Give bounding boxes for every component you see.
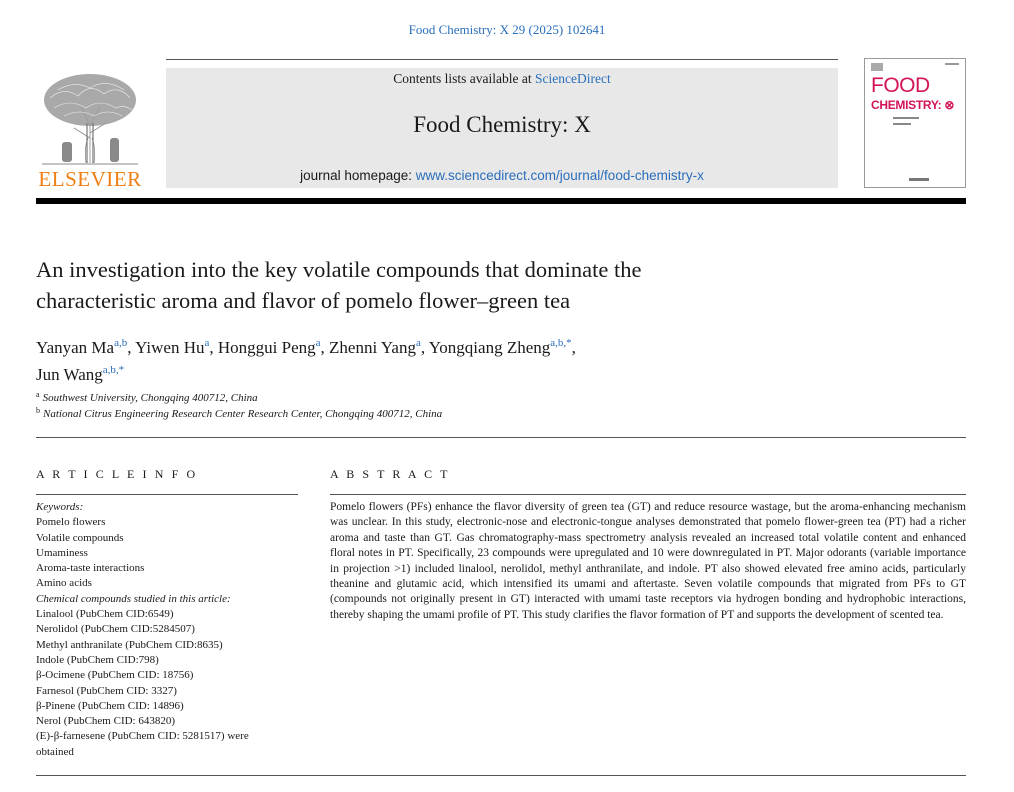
- article-title: [36, 254, 936, 316]
- compound-item: β-Ocimene (PubChem CID: 18756): [36, 669, 194, 682]
- author-name[interactable]: Zhenni Yang: [329, 338, 416, 357]
- journal-name: Food Chemistry: X: [413, 112, 591, 137]
- elsevier-wordmark: ELSEVIER: [38, 167, 142, 191]
- author-affil-mark[interactable]: a: [415, 337, 421, 349]
- keyword-item: Amino acids: [36, 577, 92, 590]
- contents-prefix: Contents lists available at: [393, 71, 535, 86]
- author-name[interactable]: Jun Wang: [36, 365, 103, 384]
- article-info-rule: [36, 494, 298, 495]
- keywords-label: Keywords:: [36, 501, 84, 513]
- header-thick-rule: [36, 198, 966, 204]
- author-affil-mark[interactable]: a,b: [114, 337, 128, 349]
- author-separator: ,: [571, 338, 576, 357]
- affiliation-mark: b: [36, 406, 40, 415]
- author-name[interactable]: Honggui Peng: [217, 338, 316, 357]
- compound-item: (E)-β-farnesene (PubChem CID: 5281517) were: [36, 730, 249, 743]
- author-list: [36, 334, 976, 388]
- author-affil-mark[interactable]: a: [315, 337, 321, 349]
- cover-editor-name: [893, 123, 911, 125]
- compound-item: Indole (PubChem CID:798): [36, 653, 159, 666]
- journal-cover[interactable]: [864, 58, 966, 188]
- article-info-heading: A R T I C L E I N F O: [36, 467, 198, 481]
- cover-editor-line: [893, 117, 919, 119]
- elsevier-logo[interactable]: [34, 68, 146, 192]
- author-name[interactable]: Yiwen Hu: [135, 338, 205, 357]
- compound-item: Linalool (PubChem CID:6549): [36, 608, 174, 621]
- author-name[interactable]: Yanyan Ma: [36, 338, 115, 357]
- title-line-1: An investigation into the key volatile compounds that dominate the: [36, 257, 642, 282]
- author-separator: ,: [420, 338, 429, 357]
- affiliation-text: National Citrus Engineering Research Center Research Center, Chongqing 400712, China: [43, 408, 443, 420]
- author-affil-mark[interactable]: a: [204, 337, 210, 349]
- affiliation-rule: [36, 437, 966, 438]
- compound-item: Methyl anthranilate (PubChem CID:8635): [36, 638, 223, 651]
- cover-publisher-mark: [909, 178, 929, 181]
- author-affil-mark[interactable]: a,b,*: [102, 364, 125, 376]
- article-info: [36, 500, 298, 760]
- compound-item: obtained: [36, 745, 74, 758]
- compound-item: Nerolidol (PubChem CID:5284507): [36, 623, 195, 636]
- author-separator: ,: [209, 338, 218, 357]
- compounds-label: Chemical compounds studied in this article:: [36, 592, 231, 605]
- author-name[interactable]: Yongqiang Zheng: [428, 338, 551, 357]
- journal-banner: [166, 68, 838, 188]
- author-affil-mark[interactable]: a,b,*: [550, 337, 572, 349]
- abstract-text: Pomelo flowers (PFs) enhance the flavor diversity of green tea (GT) and reduce resource wastage, but the aroma-enhancing mechanism was unclear. In this study, electronic-nose and electronic-tongue analyses demonstrated that pomelo flower-green tea (PT) had a richer aroma and taste than GT. Gas chromatography-mass spectrometry analysis revealed an increased total volatile content and enhanced floral notes in PT. Specifically, 23 compounds were upregulated and 10 were downregulated in PT. Major odorants (variable importance in projection >1) included linalool, nerolidol, methyl anthranilate, and indole. PT also showed elevated free amino acids, particularly theanine and glutamic acid, which intensified its umami and aftertaste. Seven volatile compounds that migrated from PFs to GT (compounds not originally present in GT) interacted with umami taste receptors via hydrogen bonding and hydrophobic interactions, thereby shaping the umami profile of PT. This study clarifies the flavor formation of PT and supports the development of scented tea.: [330, 501, 966, 621]
- homepage-prefix: journal homepage:: [300, 168, 416, 183]
- author-separator: ,: [320, 338, 330, 357]
- bottom-rule: [36, 775, 966, 776]
- affiliation-mark: a: [36, 390, 40, 399]
- abstract-heading: A B S T R A C T: [330, 467, 451, 481]
- compound-item: Nerol (PubChem CID: 643820): [36, 715, 176, 728]
- keyword-item: Pomelo flowers: [36, 516, 106, 529]
- keyword-item: Aroma-taste interactions: [36, 562, 145, 575]
- author-separator: ,: [127, 338, 136, 357]
- keyword-item: Volatile compounds: [36, 531, 124, 544]
- journal-homepage: [166, 168, 838, 183]
- cover-title-line1: FOOD: [871, 74, 930, 97]
- contents-available: [166, 71, 838, 87]
- cover-barcode-icon: [871, 63, 883, 71]
- sciencedirect-link[interactable]: ScienceDirect: [535, 71, 611, 86]
- cover-issn-mark: [945, 63, 959, 65]
- cover-title-line2: CHEMISTRY: ⊗: [871, 98, 955, 112]
- elsevier-tree-icon: [34, 68, 146, 168]
- affiliation-text: Southwest University, Chongqing 400712, China: [42, 392, 258, 404]
- abstract-rule: [330, 494, 966, 495]
- affiliation-b: [36, 408, 936, 420]
- affiliation-a: [36, 392, 936, 404]
- compound-item: β-Pinene (PubChem CID: 14896): [36, 699, 184, 712]
- homepage-link[interactable]: www.sciencedirect.com/journal/food-chemistry-x: [415, 168, 704, 183]
- header-top-rule: [166, 59, 838, 60]
- compound-item: Farnesol (PubChem CID: 3327): [36, 684, 177, 697]
- journal-citation[interactable]: Food Chemistry: X 29 (2025) 102641: [408, 22, 606, 37]
- title-line-2: characteristic aroma and flavor of pomelo flower–green tea: [36, 288, 571, 313]
- keyword-item: Umaminess: [36, 546, 88, 559]
